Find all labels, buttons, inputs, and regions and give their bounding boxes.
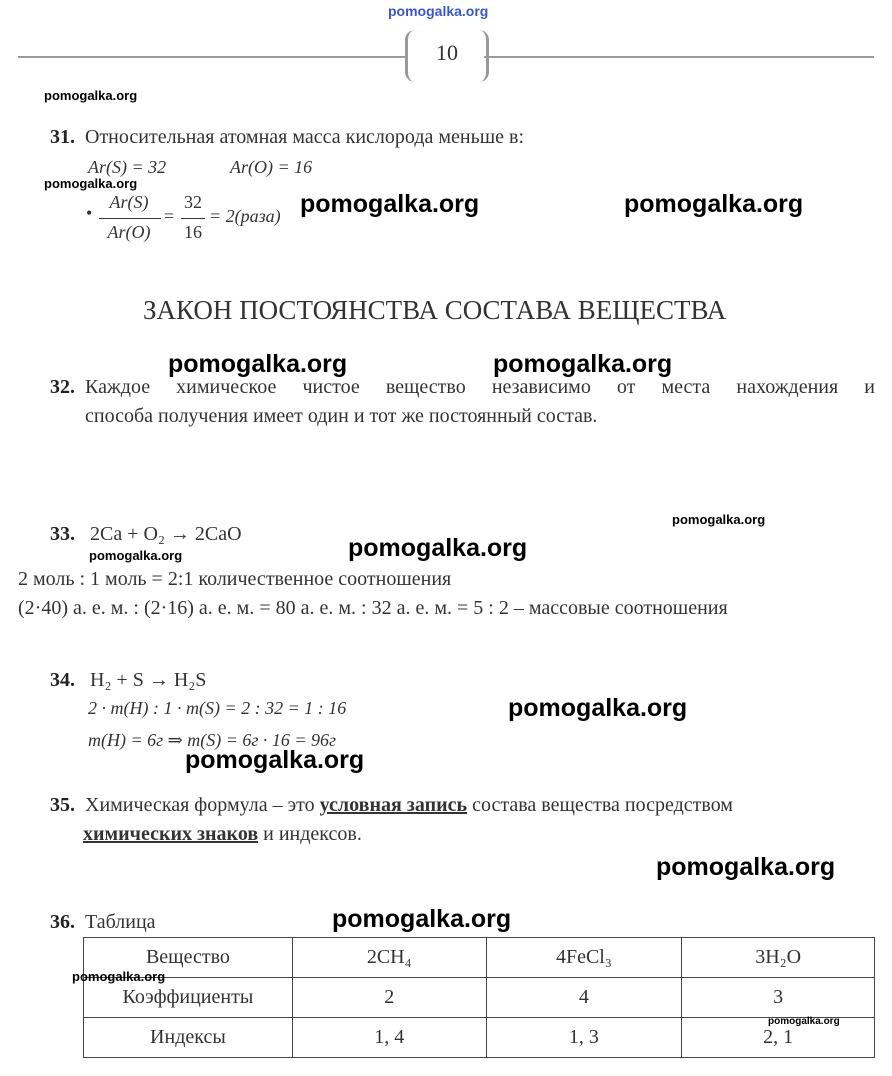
table-cell: 4 — [486, 978, 682, 1018]
table-cell: Вещество — [84, 938, 293, 978]
q32-line2: способа получения имеет один и тот же постоянный состав. — [85, 405, 598, 427]
q35-line2 — [83, 823, 362, 846]
watermark[interactable]: pomogalka.org — [624, 190, 804, 218]
watermark[interactable]: pomogalka.org — [185, 746, 365, 774]
table-cell: 2, 1 — [682, 1018, 875, 1058]
fraction-numerator: Ar(S) — [109, 192, 149, 212]
watermark[interactable]: pomogalka.org — [508, 694, 688, 722]
table-row — [84, 1018, 875, 1058]
q35-part1: Химическая формула – это — [85, 794, 320, 816]
fraction2-numerator: 32 — [184, 192, 202, 212]
page-number-box — [405, 30, 489, 82]
header-rule-left — [18, 56, 408, 58]
q33-equation: 2Ca + O₂ → 2CaO — [90, 523, 242, 545]
table-cell: 4FeCl₃ — [486, 938, 682, 978]
bullet: • — [86, 203, 93, 223]
q35-term2: химических знаков — [83, 823, 259, 845]
table-cell: 1, 3 — [486, 1018, 682, 1058]
q35-part3: и индексов. — [258, 823, 362, 845]
watermark[interactable]: pomogalka.org — [168, 350, 348, 378]
q31-text: Относительная атомная масса кислорода меньше в: — [85, 126, 525, 148]
q34-line2: m(H) = 6г ⇒ m(S) = 6г · 16 = 96г — [88, 730, 337, 750]
watermark[interactable]: pomogalka.org — [44, 88, 138, 103]
q33-line2: (2·40) а. е. м. : (2·16) а. е. м. = 80 а. е. м. : 32 а. е. м. = 5 : 2 – массовые соотношения — [18, 597, 728, 619]
fraction2-denominator: 16 — [184, 222, 202, 242]
watermark[interactable]: pomogalka.org — [493, 350, 673, 378]
page-number: 10 — [436, 40, 458, 65]
section-title: ЗАКОН ПОСТОЯНСТВА СОСТАВА ВЕЩЕСТВА — [143, 295, 727, 325]
watermark[interactable]: pomogalka.org — [44, 176, 138, 191]
q31-result-text: = 2(раза) — [209, 206, 281, 226]
question-number-36: 36. — [50, 911, 75, 933]
watermark[interactable]: pomogalka.org — [656, 853, 836, 881]
fraction-denominator: Ar(O) — [107, 222, 151, 242]
fraction-line — [99, 218, 161, 219]
watermark[interactable]: pomogalka.org — [672, 512, 766, 527]
q32-line1: Каждое химическое чистое вещество независимо от места нахождения и — [85, 376, 875, 398]
watermark[interactable]: pomogalka.org — [300, 190, 480, 218]
watermark[interactable]: pomogalka.org — [332, 905, 512, 933]
table-cell: 2 — [292, 978, 486, 1018]
table-cell: 3H₂O — [682, 938, 875, 978]
watermark[interactable]: pomogalka.org — [768, 1016, 840, 1027]
q36-label: Таблица — [85, 911, 156, 933]
table-row — [84, 978, 875, 1018]
table-cell: Коэффициенты — [84, 978, 293, 1018]
question-number-33: 33. — [50, 523, 75, 545]
watermark[interactable]: pomogalka.org — [348, 534, 528, 562]
question-number-34: 34. — [50, 669, 75, 691]
watermark[interactable]: pomogalka.org — [89, 548, 183, 563]
q34-line1: 2 · m(H) : 1 · m(S) = 2 : 32 = 1 : 16 — [88, 698, 347, 718]
watermark-top[interactable]: pomogalka.org — [388, 3, 489, 19]
q35-line1 — [85, 794, 733, 817]
watermark[interactable]: pomogalka.org — [72, 969, 166, 984]
q35-part2: состава вещества посредством — [467, 794, 733, 816]
fraction2-line — [181, 218, 205, 219]
table-cell: 2CH₄ — [292, 938, 486, 978]
question-number-31: 31. — [50, 126, 75, 148]
table-cell: 3 — [682, 978, 875, 1018]
question-number-32: 32. — [50, 376, 75, 398]
table-header-row — [84, 938, 875, 978]
substance-table — [83, 937, 875, 1058]
q34-equation: H₂ + S → H₂S — [90, 669, 207, 691]
q31-result — [209, 206, 281, 227]
q31-ar-o: Ar(O) = 16 — [230, 157, 313, 177]
q31-ar-s: Ar(S) = 32 — [88, 157, 167, 177]
q33-line1: 2 моль : 1 моль = 2:1 количественное соотношения — [18, 568, 452, 590]
table-cell: 1, 4 — [292, 1018, 486, 1058]
equals-sign: = — [164, 206, 175, 226]
q35-term1: условная запись — [319, 794, 468, 816]
question-number-35: 35. — [50, 794, 75, 816]
header-rule-right — [484, 56, 874, 58]
table-cell: Индексы — [84, 1018, 293, 1058]
